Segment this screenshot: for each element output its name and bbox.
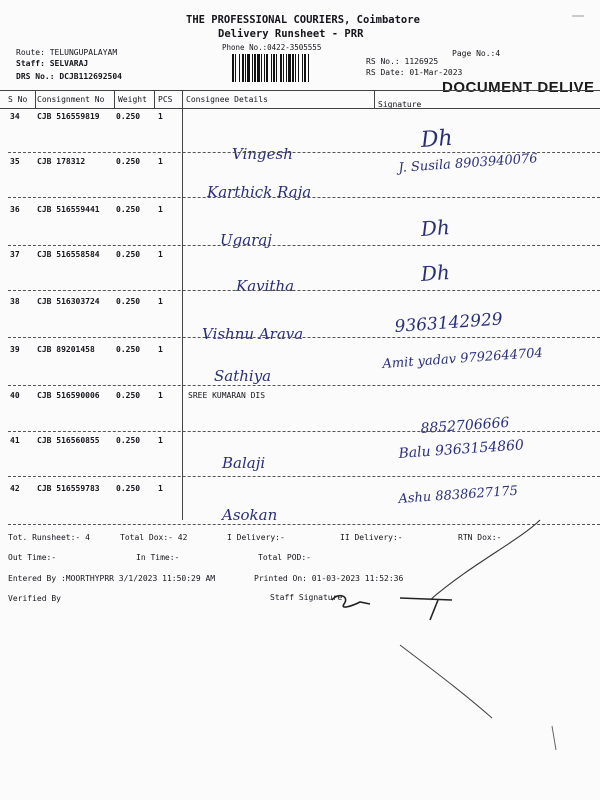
row-signature: 8852706666 [420,414,510,437]
row-sno: 36 [10,205,20,214]
total-dox: Total Dox:- 42 [120,533,188,542]
col-consignee-header: Consignee Details [186,95,268,104]
row-consignee-handwritten: Karthick Raja [207,183,312,201]
row-weight: 0.250 [116,205,141,214]
phone-number: Phone No.:0422-3505555 [222,43,322,52]
row-consignee-printed: SREE KUMARAN DIS [188,391,266,400]
row-pcs: 1 [158,391,163,400]
row-consignment-no: CJB 516559783 [37,484,100,493]
row-pcs: 1 [158,436,163,445]
row-consignee-handwritten: Vishnu Arava [202,325,304,343]
out-time: Out Time:- [8,553,57,562]
row-consignment-no: CJB 516590006 [37,391,100,400]
row-sno: 42 [10,484,20,493]
row-pcs: 1 [158,157,163,166]
row-signature: J. Susila 8903940076 [398,151,539,176]
staff-signature-label: Staff Signature [270,593,343,602]
sheet-title: Delivery Runsheet - PRR [218,28,364,40]
row-consignee-handwritten: Vingesh [232,145,293,163]
total-runsheet: Tot. Runsheet:- 4 [8,533,90,542]
row-consignment-no: CJB 516558584 [37,250,100,259]
row-consignee-handwritten: Sathiya [214,367,272,385]
row-signature: Dh [420,125,454,153]
row-signature: Dh [420,259,451,286]
drs-number: DRS No.: DCJB112692504 [16,72,122,81]
row-weight: 0.250 [116,297,141,306]
row-consignment-no: CJB 178312 [37,157,86,166]
page-number: Page No.:4 [452,49,501,58]
row-consignee-handwritten: Balaji [222,454,266,472]
document-delivery-stamp: DOCUMENT DELIVE [442,79,595,96]
staff-label: Staff: SELVARAJ [16,59,89,68]
in-time: In Time:- [136,553,180,562]
row-consignment-no: CJB 89201458 [37,345,95,354]
route-label: Route: TELUNGUPALAYAM [16,48,118,57]
row-pcs: 1 [158,345,163,354]
printed-on: Printed On: 01-03-2023 11:52:36 [254,574,404,583]
row-signature: Balu 9363154860 [398,437,525,462]
row-sno: 40 [10,391,20,400]
row-weight: 0.250 [116,391,141,400]
row-signature: 9363142929 [394,309,504,337]
row-pcs: 1 [158,205,163,214]
row-consignment-no: CJB 516560855 [37,436,100,445]
first-delivery: I Delivery:- [227,533,285,542]
row-weight: 0.250 [116,436,141,445]
col-signature-header: Signature [378,100,422,109]
row-pcs: 1 [158,297,163,306]
row-pcs: 1 [158,112,163,121]
row-sno: 39 [10,345,20,354]
entered-by: Entered By :MOORTHYPRR 3/1/2023 11:50:29 AM [8,574,216,583]
row-sno: 38 [10,297,20,306]
row-sno: 37 [10,250,20,259]
company-name: THE PROFESSIONAL COURIERS, Coimbatore [186,14,420,26]
row-signature: Dh [420,214,451,241]
rs-number: RS No.: 1126925 [366,57,439,66]
row-consignment-no: CJB 516559819 [37,112,100,121]
col-weight-header: Weight [118,95,147,104]
total-pod: Total POD:- [258,553,311,562]
row-weight: 0.250 [116,484,141,493]
row-pcs: 1 [158,484,163,493]
row-sno: 41 [10,436,20,445]
row-consignee-handwritten: Ugaraj [220,231,272,249]
row-weight: 0.250 [116,345,141,354]
rs-date: RS Date: 01-Mar-2023 [366,68,463,77]
row-sno: 34 [10,112,20,121]
row-weight: 0.250 [116,157,141,166]
row-consignment-no: CJB 516559441 [37,205,100,214]
row-signature: Amit yadav 9792644704 [382,345,544,372]
row-consignee-handwritten: Asokan [222,506,278,524]
second-delivery: II Delivery:- [340,533,403,542]
row-weight: 0.250 [116,112,141,121]
col-pcs-header: PCS [158,95,173,104]
verified-by: Verified By [8,594,61,603]
return-dox: RTN Dox:- [458,533,502,542]
row-weight: 0.250 [116,250,141,259]
row-pcs: 1 [158,250,163,259]
col-sno-header: S No [8,95,28,104]
col-consignment-header: Consignment No [37,95,105,104]
row-sno: 35 [10,157,20,166]
row-consignment-no: CJB 516303724 [37,297,100,306]
row-consignee-handwritten: Kavitha [236,277,295,295]
row-signature: Ashu 8838627175 [398,483,519,507]
